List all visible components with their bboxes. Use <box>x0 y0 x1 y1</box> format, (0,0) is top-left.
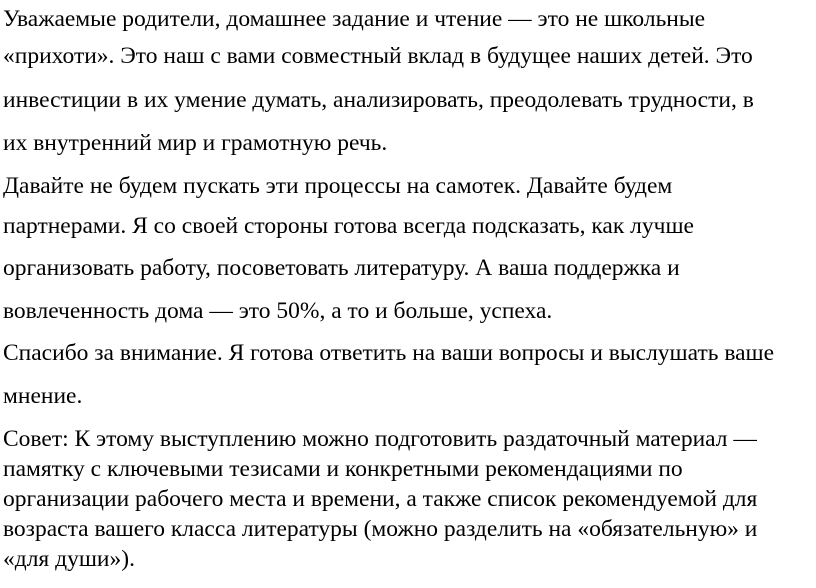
text-line: возраста вашего класса литературы (можно разделить на «обязательную» и <box>3 516 758 542</box>
text-line: организации рабочего места и времени, а также список рекомендуемой для <box>3 486 758 512</box>
text-line: памятку с ключевыми тезисами и конкретными рекомендациями по <box>3 456 683 482</box>
text-line: Спасибо за внимание. Я готова ответить на ваши вопросы и выслушать ваше <box>3 340 775 366</box>
text-line: мнение. <box>3 383 83 409</box>
text-line: «прихоти». Это наш с вами совместный вклад в будущее наших детей. Это <box>3 43 753 69</box>
text-line: вовлеченность дома — это 50%, а то и больше, успеха. <box>3 298 553 324</box>
text-line: организовать работу, посоветовать литературу. А ваша поддержка и <box>3 255 680 281</box>
text-line: инвестиции в их умение думать, анализировать, преодолевать трудности, в <box>3 87 754 113</box>
text-line: Совет: К этому выступлению можно подготовить раздаточный материал — <box>3 426 757 452</box>
text-line: их внутренний мир и грамотную речь. <box>3 130 388 156</box>
text-line: партнерами. Я со своей стороны готова всегда подсказать, как лучше <box>3 213 694 239</box>
text-line: Давайте не будем пускать эти процессы на самотек. Давайте будем <box>3 173 673 199</box>
text-line: «для души»). <box>3 546 135 572</box>
text-line: Уважаемые родители, домашнее задание и чтение — это не школьные <box>3 6 706 32</box>
